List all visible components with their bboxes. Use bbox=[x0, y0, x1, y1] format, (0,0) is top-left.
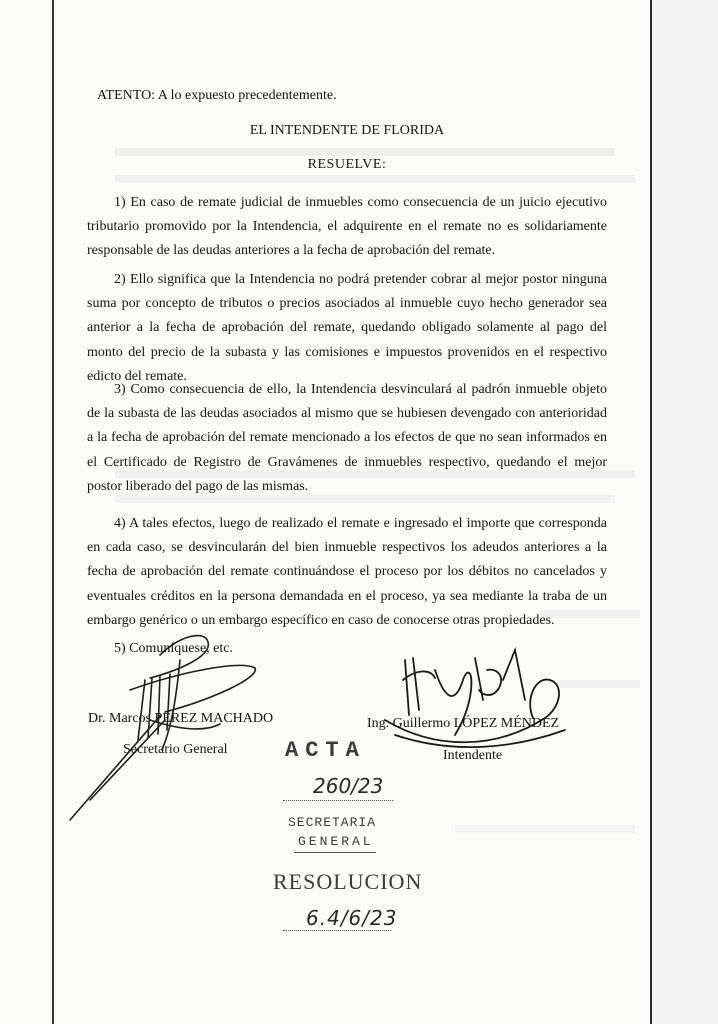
left-signatory-title: Secretario General bbox=[123, 742, 228, 757]
resolucion-stamp-label: RESOLUCION bbox=[273, 869, 423, 894]
resuelve-heading: RESUELVE: bbox=[307, 157, 387, 172]
page-left-border bbox=[52, 0, 54, 1024]
acta-number: 260/23 bbox=[313, 774, 384, 798]
resolucion-underline bbox=[283, 930, 391, 931]
right-signatory-title: Intendente bbox=[443, 748, 503, 763]
paragraph-3: 3) Como consecuencia de ello, la Intendencia desvinculará al padrón inmueble objeto de la subasta de las deudas asociados al mismo que se hubiesen devengado con anterioridad a la fecha de aprobación del remate mencionado a los efectos de que no sean informados en el Certificado de Registro de Gravámenes de inmuebles respectivo, quedando el mejor postor liberado del pago de las mismas. bbox=[87, 382, 607, 494]
left-signatory-name: Dr. Marcos PEREZ MACHADO bbox=[88, 711, 274, 726]
secretaria-stamp-line1: SECRETARIA bbox=[288, 815, 377, 830]
page-right-border bbox=[650, 0, 652, 1024]
resolucion-number: 6.4/6/23 bbox=[306, 906, 398, 930]
left-signature bbox=[30, 620, 270, 840]
paragraph-1: 1) En caso de remate judicial de inmuebles como consecuencia de un juicio ejecutivo tributario promovido por la Intendencia, el adquirente en el remate no es solidariamente responsable de las deudas anteriores a la fecha de aprobación del remate. bbox=[87, 195, 607, 259]
acta-underline bbox=[283, 800, 393, 801]
closing-line: 5) Comuníquese, etc. bbox=[114, 641, 233, 656]
secretaria-stamp-line2: GENERAL bbox=[298, 834, 374, 849]
right-signature bbox=[375, 640, 595, 760]
scan-margin bbox=[652, 0, 718, 1024]
paragraph-4: 4) A tales efectos, luego de realizado el remate e ingresado el importe que corresponda en cada caso, se desvincularán del bien inmueble respectivos los adeudos anteriores a la fecha de aprobación del remate continuándose el proceso por los débitos no cancelados y eventuales créditos en la persona demandada en el proceso, ya sea mediante la traba de un embargo genérico o un embargo específico en caso de conocerse otras propiedades. bbox=[87, 516, 607, 628]
secretaria-underline bbox=[294, 852, 376, 853]
atento-line: ATENTO: A lo expuesto precedentemente. bbox=[97, 88, 337, 103]
document-title: EL INTENDENTE DE FLORIDA bbox=[249, 123, 445, 138]
paragraph-2: 2) Ello significa que la Intendencia no podrá pretender cobrar al mejor postor ninguna suma por concepto de tributos o precios asociados al inmueble cuyo hecho generador sea anterior a la fecha de aprobación del remate, quedando obligado solamente al pago del monto del precio de la subasta y las comisiones e impuestos provenidos en el respectivo edicto del remate. bbox=[87, 272, 607, 384]
acta-stamp-label: ACTA bbox=[285, 738, 366, 763]
right-signatory-name: Ing. Guillermo LÓPEZ MÉNDEZ bbox=[367, 716, 560, 731]
